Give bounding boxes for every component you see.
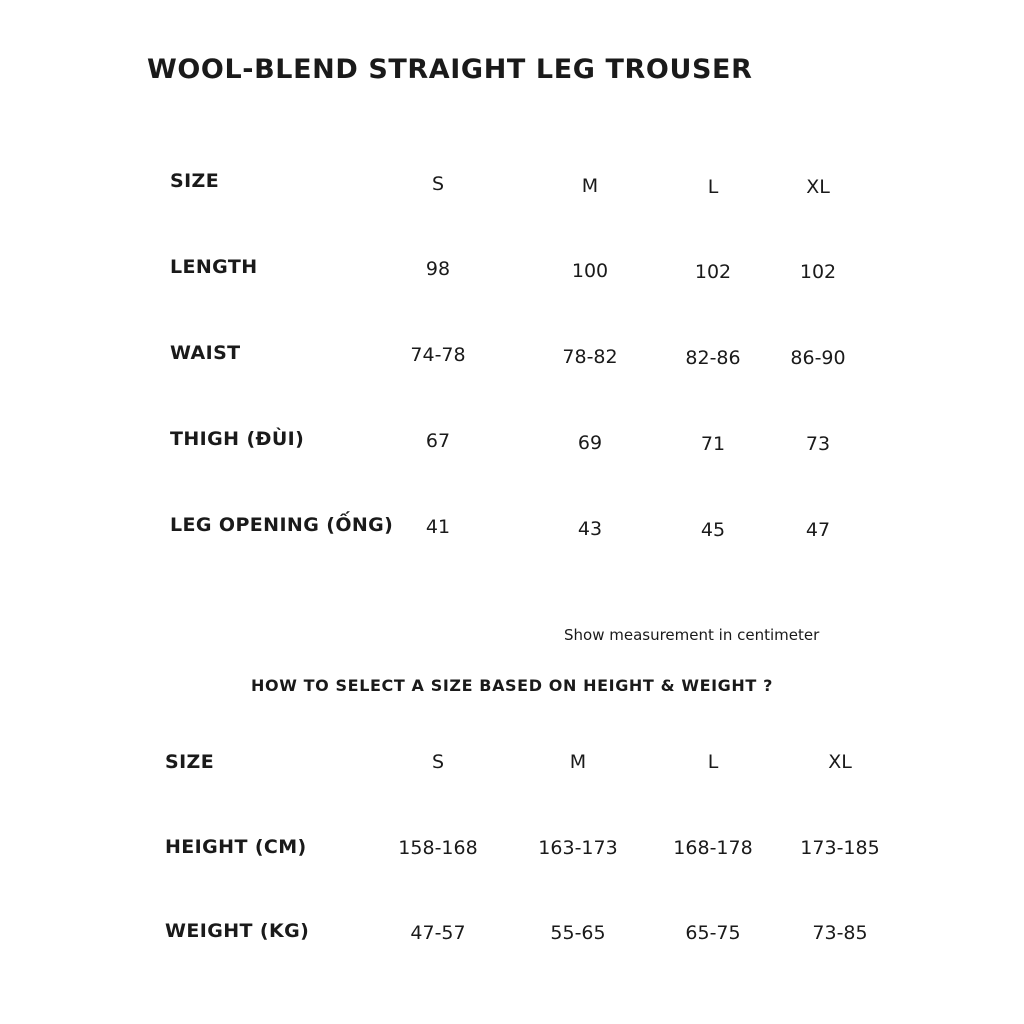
size-header-s: S — [431, 173, 445, 195]
weight-l: 65-75 — [685, 922, 741, 944]
guide-size-header-xl: XL — [828, 751, 852, 773]
size-header-l: L — [707, 176, 719, 198]
guide-size-header-s: S — [431, 751, 445, 773]
leg-opening-m: 43 — [577, 518, 603, 540]
thigh-m: 69 — [577, 432, 603, 454]
weight-xl: 73-85 — [812, 922, 868, 944]
weight-s: 47-57 — [410, 922, 466, 944]
length-s: 98 — [425, 258, 451, 280]
length-xl: 102 — [799, 261, 837, 283]
waist-label: WAIST — [170, 342, 241, 364]
waist-s: 74-78 — [410, 344, 466, 366]
thigh-label: THIGH (ĐÙI) — [170, 428, 305, 450]
length-l: 102 — [694, 261, 732, 283]
size-header-label: SIZE — [170, 170, 220, 192]
size-header-m: M — [581, 175, 599, 197]
guide-size-header-label: SIZE — [165, 751, 215, 773]
leg-opening-xl: 47 — [805, 519, 831, 541]
waist-m: 78-82 — [562, 346, 618, 368]
thigh-l: 71 — [700, 433, 726, 455]
height-s: 158-168 — [398, 837, 478, 859]
unit-note: Show measurement in centimeter — [564, 626, 820, 644]
weight-m: 55-65 — [550, 922, 606, 944]
leg-opening-l: 45 — [700, 519, 726, 541]
height-m: 163-173 — [538, 837, 618, 859]
length-label: LENGTH — [170, 256, 258, 278]
size-guide-title: HOW TO SELECT A SIZE BASED ON HEIGHT & WEIGHT ? — [251, 676, 773, 695]
height-xl: 173-185 — [800, 837, 880, 859]
size-header-xl: XL — [806, 176, 830, 198]
height-l: 168-178 — [673, 837, 753, 859]
guide-size-header-l: L — [707, 751, 719, 773]
leg-opening-label: LEG OPENING (ỐNG) — [170, 514, 394, 536]
guide-size-header-m: M — [569, 751, 587, 773]
length-m: 100 — [571, 260, 609, 282]
weight-label: WEIGHT (KG) — [165, 920, 310, 942]
waist-l: 82-86 — [685, 347, 741, 369]
waist-xl: 86-90 — [790, 347, 846, 369]
height-label: HEIGHT (CM) — [165, 836, 307, 858]
page-title: WOOL-BLEND STRAIGHT LEG TROUSER — [147, 54, 753, 85]
thigh-s: 67 — [425, 430, 451, 452]
thigh-xl: 73 — [805, 433, 831, 455]
leg-opening-s: 41 — [425, 516, 451, 538]
